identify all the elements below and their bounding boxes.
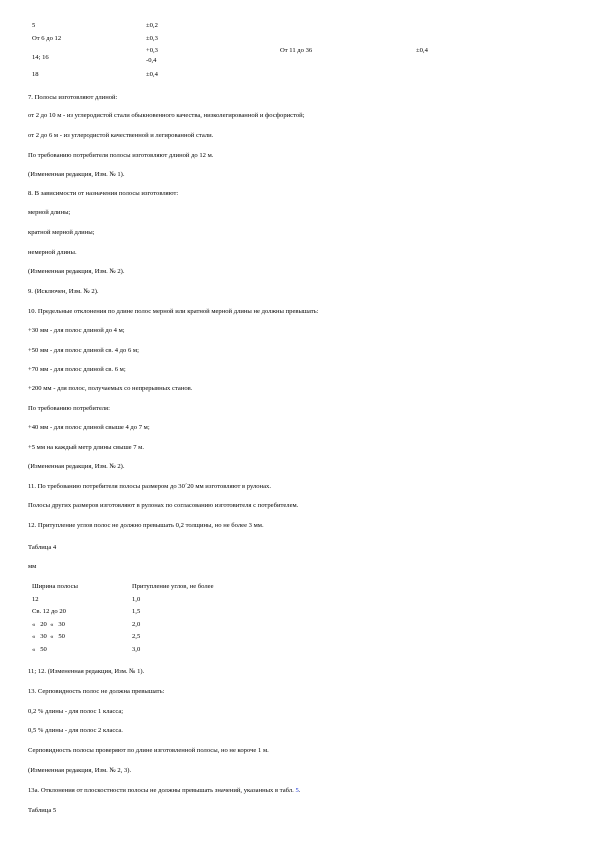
- table-cell-width: « 20 « 30: [32, 621, 65, 628]
- cell-size: 14; 16: [32, 54, 49, 61]
- amendment-note: (Измененная редакция, Изм. № 2).: [28, 463, 125, 470]
- paragraph-line: +200 мм - для полос, получаемых со непрерывных станов.: [28, 385, 193, 392]
- paragraph-7-heading: 7. Полосы изготовляют длиной:: [28, 94, 118, 101]
- paragraph-13a-tail: .: [298, 787, 301, 794]
- table-cell-bevel: 3,0: [132, 646, 141, 653]
- paragraph-13a: [28, 786, 300, 795]
- paragraph-line: +40 мм - для полос длиной свыше 4 до 7 м;: [28, 424, 150, 431]
- cell-tolerance-upper: +0,3: [146, 47, 158, 54]
- paragraph-12: 12. Притупление углов полос не должно превышать 0,2 толщины, но не более 3 мм.: [28, 522, 264, 529]
- paragraph-11: 11. По требованию потребителя полосы размером до 30´20 мм изготовляют в рулонах.: [28, 483, 271, 490]
- paragraph-line: 0,2 % длины - для полос 1 класса;: [28, 708, 124, 715]
- paragraph-13-heading: 13. Серповидность полос не должна превышать:: [28, 688, 165, 695]
- cell-tolerance-lower: -0,4: [146, 57, 157, 64]
- paragraph-line: По требованию потребителя:: [28, 405, 110, 412]
- cell-tolerance: ±0,3: [146, 35, 158, 42]
- amendment-note: (Измененная редакция, Изм. № 2).: [28, 268, 125, 275]
- paragraph-13a-text: 13а. Отклонения от плоскостности полосы не должны превышать значений, указанных в табл.: [28, 787, 294, 794]
- cell-size-range: От 11 до 36: [280, 47, 313, 54]
- amendment-note: (Измененная редакция, Изм. № 2, 3).: [28, 767, 132, 774]
- paragraph-line: +50 мм - для полос длиной св. 4 до 6 м;: [28, 347, 139, 354]
- cell-tolerance: ±0,4: [416, 47, 428, 54]
- paragraph-line: немерной длины.: [28, 249, 77, 256]
- table-cell-bevel: 1,5: [132, 608, 141, 615]
- paragraph-line: +70 мм - для полос длиной св. 6 м;: [28, 366, 126, 373]
- paragraph-line: 0,5 % длины - для полос 2 класса.: [28, 727, 123, 734]
- table-4-caption: Таблица 4: [28, 544, 57, 551]
- table-cell-width: 12: [32, 596, 39, 603]
- amendment-note: 11; 12. (Измененная редакция, Изм. № 1).: [28, 668, 145, 675]
- table-cell-bevel: 1,0: [132, 596, 141, 603]
- paragraph-9: 9. (Исключен, Изм. № 2).: [28, 288, 99, 295]
- paragraph-line: +5 мм на каждый метр длины свыше 7 м.: [28, 444, 144, 451]
- table-header-width: Ширина полосы: [32, 583, 78, 590]
- cell-tolerance: ±0,2: [146, 22, 158, 29]
- paragraph-line: Полосы других размеров изготовляют в рулонах по согласованию изготовителя с потребителем.: [28, 502, 299, 509]
- table-header-bevel: Притупление углов, не более: [132, 583, 214, 590]
- table-cell-bevel: 2,5: [132, 633, 141, 640]
- cell-size: 18: [32, 71, 39, 78]
- cell-size: От 6 до 12: [32, 35, 62, 42]
- cell-tolerance: ±0,4: [146, 71, 158, 78]
- paragraph-line: от 2 до 10 м - из углеродистой стали обыкновенного качества, низколегированной и фосфористой;: [28, 112, 305, 119]
- paragraph-line: По требованию потребителя полосы изготовляют длиной до 12 м.: [28, 152, 214, 159]
- cell-size: 5: [32, 22, 36, 29]
- table-4-units: мм: [28, 563, 37, 570]
- paragraph-line: мерной длины;: [28, 209, 71, 216]
- paragraph-line: +30 мм - для полос длиной до 4 м;: [28, 327, 125, 334]
- paragraph-8-heading: 8. В зависимости от назначения полосы изготовляют:: [28, 190, 179, 197]
- table-cell-width: « 30 « 50: [32, 633, 65, 640]
- table-cell-width: « 50: [32, 646, 47, 653]
- paragraph-line: Серповидность полосы проверяют по длине изготовленной полосы, но не короче 1 м.: [28, 747, 269, 754]
- table-cell-width: Св. 12 до 20: [32, 608, 66, 615]
- table-cell-bevel: 2,0: [132, 621, 141, 628]
- table-5-caption: Таблица 5: [28, 807, 57, 814]
- amendment-note: (Измененная редакция, Изм. № 1).: [28, 171, 125, 178]
- paragraph-line: от 2 до 6 м - из углеродистой качественной и легированной стали.: [28, 132, 214, 139]
- paragraph-10-heading: 10. Предельные отклонения по длине полос мерной или кратной мерной длины не должны превышать:: [28, 308, 319, 315]
- table-5-link[interactable]: 5: [295, 787, 299, 794]
- paragraph-line: кратной мерной длины;: [28, 229, 95, 236]
